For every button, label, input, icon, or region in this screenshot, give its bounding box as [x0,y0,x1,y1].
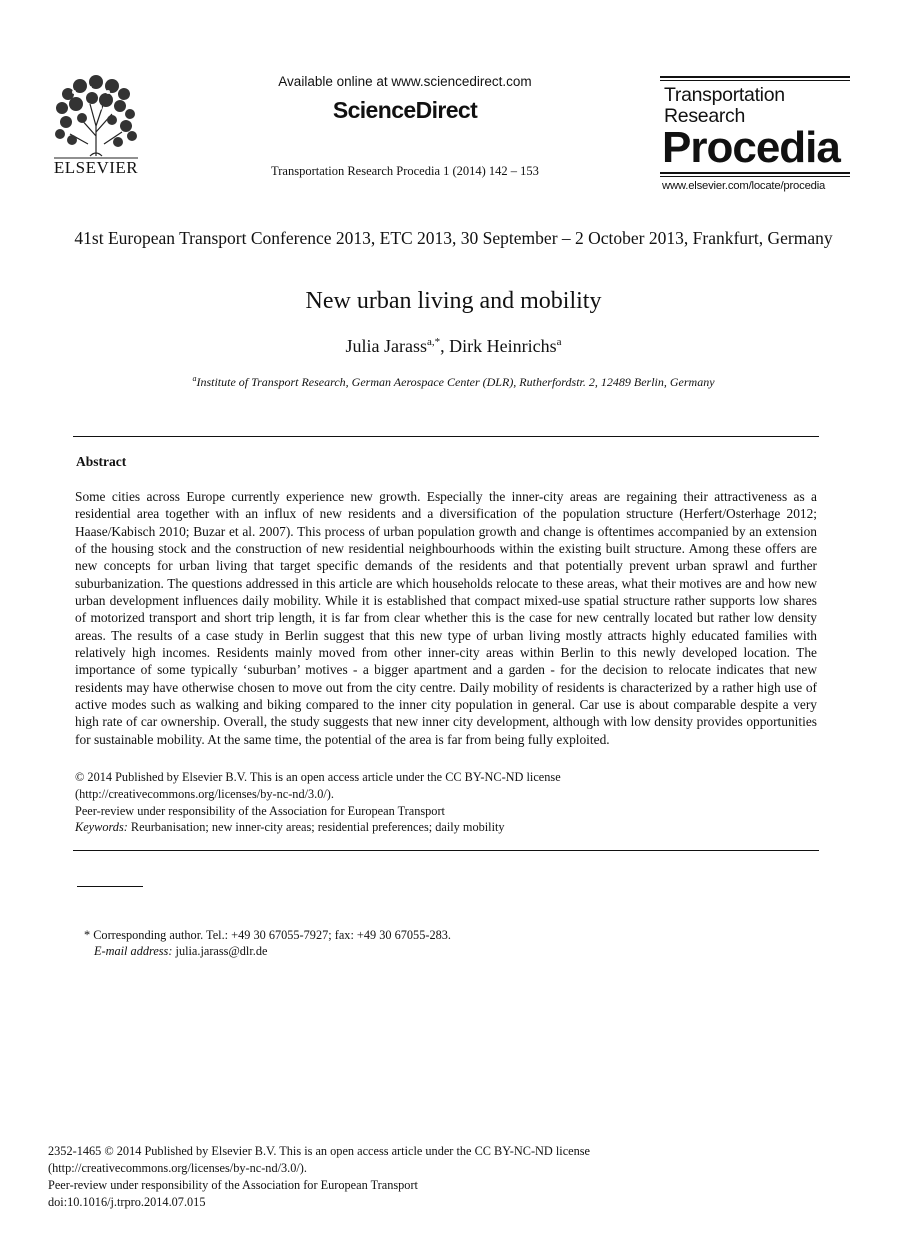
email-address[interactable]: julia.jarass@dlr.de [175,944,268,958]
keywords-line [75,820,505,835]
corresponding-author-note: * Corresponding author. Tel.: +49 30 67055-7927; fax: +49 30 67055-283. [84,928,451,942]
elsevier-wordmark: ELSEVIER [53,158,139,177]
author-superscript: a [556,336,562,348]
top-divider [73,436,819,437]
conference-line: 41st European Transport Conference 2013, ETC 2013, 30 September – 2 October 2013, Frankfurt, Germany [74,228,833,248]
procedia-line-transportation: Transportation [664,84,785,106]
footer-license-link[interactable]: (http://creativecommons.org/licenses/by-nc-nd/3.0/). [48,1161,307,1175]
author-list [60,336,847,357]
available-online-text: Available online at www.sciencedirect.com [278,74,532,89]
copyright-line: © 2014 Published by Elsevier B.V. This is an open access article under the CC BY-NC-ND license [75,770,561,784]
bottom-divider [73,850,819,851]
author-name: Dirk Heinrichs [449,336,557,356]
author-superscript: a,* [426,336,441,348]
license-link[interactable]: (http://creativecommons.org/licenses/by-nc-nd/3.0/). [75,787,334,801]
email-note [94,944,267,959]
footnote-rule [77,886,143,887]
footer-issn-line: 2352-1465 © 2014 Published by Elsevier B.V. This is an open access article under the CC BY-NC-ND license [48,1144,591,1158]
procedia-url: www.elsevier.com/locate/procedia [662,180,826,192]
footer-doi[interactable]: doi:10.1016/j.trpro.2014.07.015 [48,1195,206,1209]
sciencedirect-brand: ScienceDirect [332,97,478,123]
affiliation [60,374,847,390]
author-name: Julia Jarass [345,336,427,356]
keywords-label: Keywords: [75,820,128,834]
procedia-line-procedia: Procedia [662,123,840,172]
keywords-list: Reurbanisation; new inner-city areas; residential preferences; daily mobility [130,820,505,834]
journal-reference: Transportation Research Procedia 1 (2014) 142 – 153 [271,164,539,178]
footer-peer-review: Peer-review under responsibility of the Association for European Transport [48,1178,418,1192]
affiliation-text: Institute of Transport Research, German Aerospace Center (DLR), Rutherfordstr. 2, 12489 Berlin, Germany [196,375,715,389]
peer-review-line: Peer-review under responsibility of the Association for European Transport [75,804,445,818]
procedia-journal-logo [660,76,850,196]
affiliation-superscript: a [192,374,197,383]
procedia-line-research: Research [664,105,746,127]
abstract-body: Some cities across Europe currently experience new growth. Especially the inner-city areas are regaining their attractiveness as a residential area together with an influx of new residents and a diversification of the population structure (Herfert/Osterhage 2012; Haase/Kabisch 2010; Buzar et al. 2007). This process of urban population growth and change is oftentimes accompanied by an extension of the housing stock and the construction of new residential neighbourhoods within the existing built structure. Among these offers are new concepts for urban living that target specific demands of the residents and that potentially prevent urban sprawl and further suburbanization. The questions addressed in this article are which households relocate to these areas, what their motives are and how new urban development influences daily mobility. While it is established that compact mixed-use spatial structure rather supports low shares of motorized transport and short trip length, it is far from clear whether this is the case for new centrally located but rather low density areas. The results of a case study in Berlin suggest that this new type of urban living mostly attracts highly educated families with relatively high incomes. Residents mainly moved from other inner-city areas within Berlin to this newly developed location. The importance of some typically ‘suburban’ motives - a bigger apartment and a garden - for the decision to relocate indicates that new residents may have otherwise chosen to move out from the city centre. Daily mobility of residents is characterized by a rather high use of active modes such as walking and biking compared to the inner city population in general. Car use is about comparable despite a very high rate of car ownership. Overall, the study suggests that new inner city development, although with low density provides opportunities for sustainable mobility. At the same time, the potential of the area is far from being fully exploited. [75,489,817,747]
author-separator: , [440,336,450,356]
paper-title: New urban living and mobility [305,288,602,314]
email-label: E-mail address: [94,944,173,958]
abstract-heading: Abstract [76,454,127,469]
